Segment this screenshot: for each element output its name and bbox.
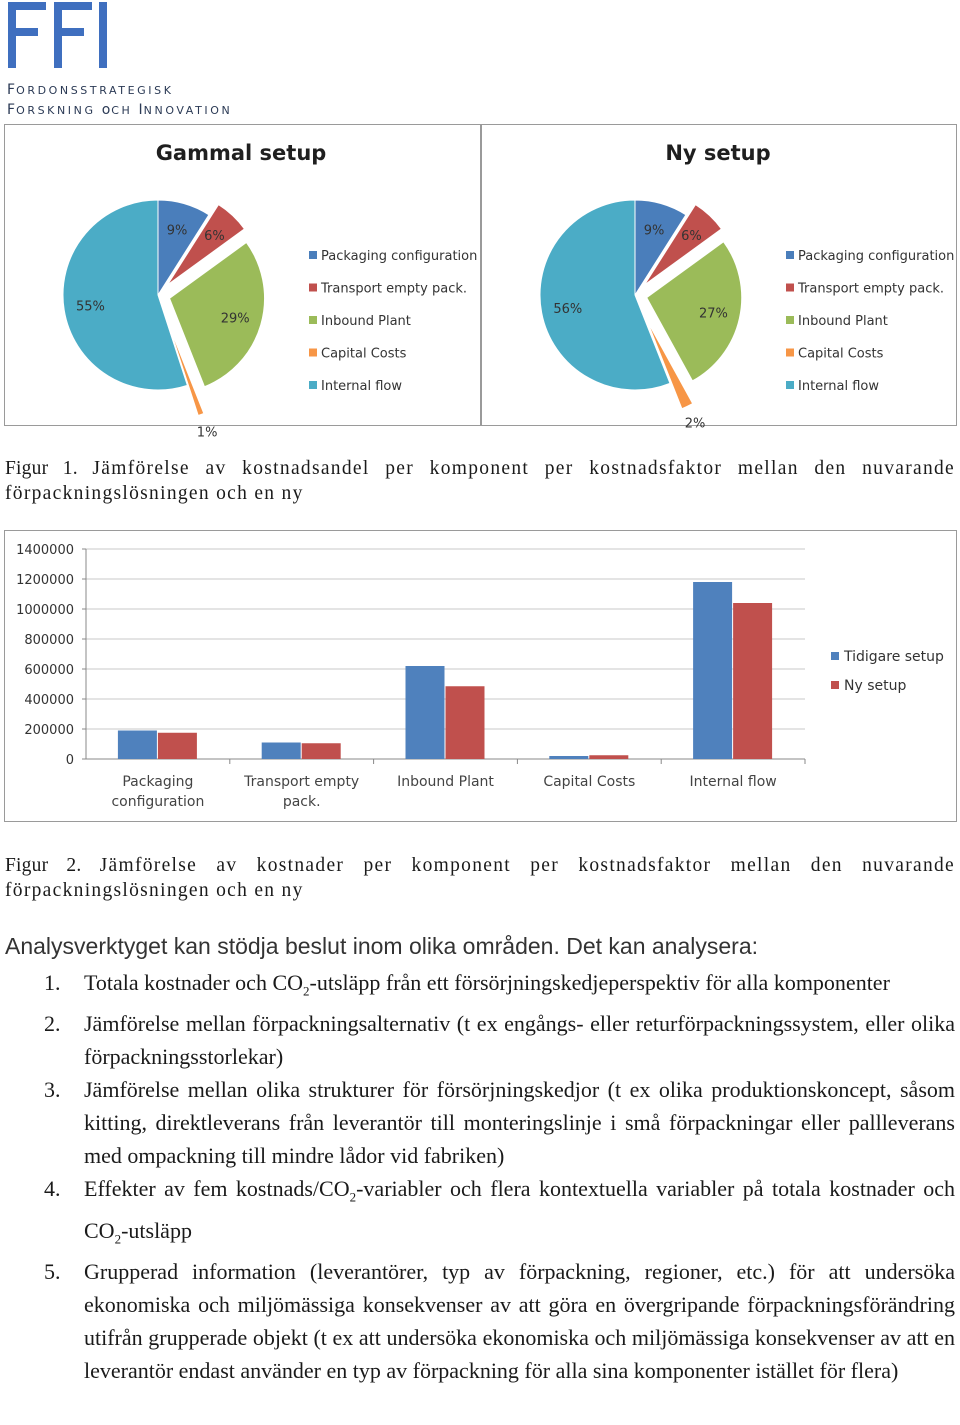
x-tick-label: Packaging — [122, 774, 194, 790]
logo-line-2: FORSKNING oCH INNOVATION — [7, 102, 233, 118]
legend-swatch — [786, 349, 794, 357]
list-item: 4. Effekter av fem kostnads/$CO_2$-variabler och flera kontextuella variabler på totala kostnader och $CO_2$-utsläpp — [44, 1176, 955, 1247]
pie-charts-svg — [4, 124, 956, 441]
x-tick-label: Inbound Plant — [397, 774, 494, 790]
y-tick-label: 1200000 — [16, 573, 74, 588]
bar — [406, 666, 445, 759]
x-tick-label: Transport empty — [244, 774, 360, 790]
legend-label: Internal flow — [321, 379, 403, 394]
pie-chart-new — [540, 141, 954, 432]
pie-value-label: 6% — [204, 228, 225, 244]
legend-label: Transport empty pack. — [321, 281, 467, 297]
figure-2-caption-text: Jämförelse av kostnader per komponent per kostnadsfaktor mellan den nuvarande förpackningslösningen och en ny — [5, 855, 956, 901]
list-item: 5. Grupperad information (leverantörer, typ av förpackning, regioner, etc.) för att undersöka ekonomiska och miljömässiga konsekvenser av att göra en övergripande förpackningsförändring utifrån grupperade objekt (t ex att undersöka ekonomiska och miljömässiga konsekvenser av att en leverantör endast använder en typ av förpackning för alla sina komponenter istället för flera) — [44, 1259, 955, 1384]
legend-label: Packaging configuration — [798, 249, 955, 264]
legend-swatch — [309, 251, 317, 259]
pie-title: Ny setup — [665, 141, 771, 165]
pie-value-label: 56% — [553, 301, 583, 317]
y-tick-label: 1000000 — [16, 603, 74, 618]
legend-label: Inbound Plant — [798, 314, 888, 329]
ffi-logo-mark — [6, 2, 116, 72]
legend-swatch — [309, 381, 317, 389]
pie-value-label: 55% — [75, 299, 105, 315]
bar — [733, 603, 772, 759]
pie-chart-old — [63, 141, 477, 440]
figure-1-caption-label: Figur 1. — [5, 458, 78, 479]
x-tick-label: Capital Costs — [543, 774, 636, 790]
legend-label: Capital Costs — [321, 346, 407, 362]
figure-2-caption — [5, 853, 955, 903]
y-tick-label: 400000 — [24, 693, 74, 708]
legend-label: Internal flow — [798, 379, 880, 394]
legend-label: Transport empty pack. — [798, 281, 944, 297]
legend-swatch — [786, 316, 794, 324]
legend-swatch — [831, 652, 839, 660]
legend-swatch — [309, 349, 317, 357]
bar — [118, 731, 157, 760]
legend-swatch — [786, 381, 794, 389]
list-item: 2. Jämförelse mellan förpackningsalternativ (t ex engångs- eller returförpackningssystem, eller olika förpackningsstorlekar) — [44, 1011, 955, 1070]
legend-swatch — [831, 681, 839, 689]
pie-title: Gammal setup — [155, 141, 327, 165]
bar — [158, 733, 197, 759]
figure-1-caption — [5, 456, 955, 506]
y-tick-label: 0 — [65, 753, 74, 768]
y-tick-label: 800000 — [24, 633, 74, 648]
list-item: 3. Jämförelse mellan olika strukturer för försörjningskedjor (t ex olika produktionskoncept, såsom kitting, direktleverans från leverantör till monteringslinje i små förpackningar eller pallleverans med ompackning till mindre lådor vid fabriken) — [44, 1077, 955, 1169]
bar — [693, 582, 732, 759]
legend-swatch — [309, 284, 317, 292]
legend-swatch — [786, 251, 794, 259]
pie-value-label: 1% — [196, 425, 218, 441]
pie-value-label: 27% — [699, 306, 728, 322]
pie-value-label: 9% — [166, 223, 188, 239]
bar — [446, 686, 485, 759]
bar-chart — [16, 543, 944, 810]
figure-2-caption-label: Figur 2. — [5, 855, 82, 876]
y-tick-label: 200000 — [24, 723, 74, 738]
pie-value-label: 29% — [220, 311, 250, 327]
figure-1-pie-charts — [4, 124, 956, 441]
legend-label: Ny setup — [844, 678, 907, 694]
x-tick-label: pack. — [282, 794, 321, 810]
pie-value-label: 2% — [684, 416, 706, 432]
list-item: 1. Totala kostnader och $CO_2$-utsläpp från ett försörjningskedjeperspektiv för alla komponenter — [44, 970, 890, 999]
bar — [262, 743, 301, 760]
legend-label: Capital Costs — [798, 346, 884, 362]
logo-line-1: FORDONSSTRATEGISK — [7, 82, 174, 98]
y-tick-label: 600000 — [24, 663, 74, 678]
y-tick-label: 1400000 — [16, 543, 74, 558]
legend-label: Packaging configuration — [321, 249, 478, 264]
bar — [549, 756, 588, 759]
x-tick-label: Internal flow — [689, 774, 777, 790]
legend-label: Inbound Plant — [321, 314, 411, 329]
figure-2-bar-chart — [4, 530, 957, 822]
pie-value-label: 6% — [681, 228, 702, 244]
x-tick-label: configuration — [111, 794, 205, 810]
legend-label: Tidigare setup — [844, 649, 944, 665]
figure-1-caption-text: Jämförelse av kostnadsandel per komponent per kostnadsfaktor mellan den nuvarande förpackningslösningen och en ny — [5, 458, 956, 504]
pie-value-label: 9% — [643, 223, 665, 239]
bar — [589, 755, 628, 759]
legend-swatch — [786, 284, 794, 292]
analysis-intro: Analysverktyget kan stödja beslut inom olika områden. Det kan analysera: — [5, 933, 759, 959]
legend-swatch — [309, 316, 317, 324]
ffi-logo — [6, 2, 116, 77]
bar — [302, 743, 341, 759]
analysis-list — [0, 966, 955, 1387]
bar-chart-svg — [5, 531, 956, 821]
